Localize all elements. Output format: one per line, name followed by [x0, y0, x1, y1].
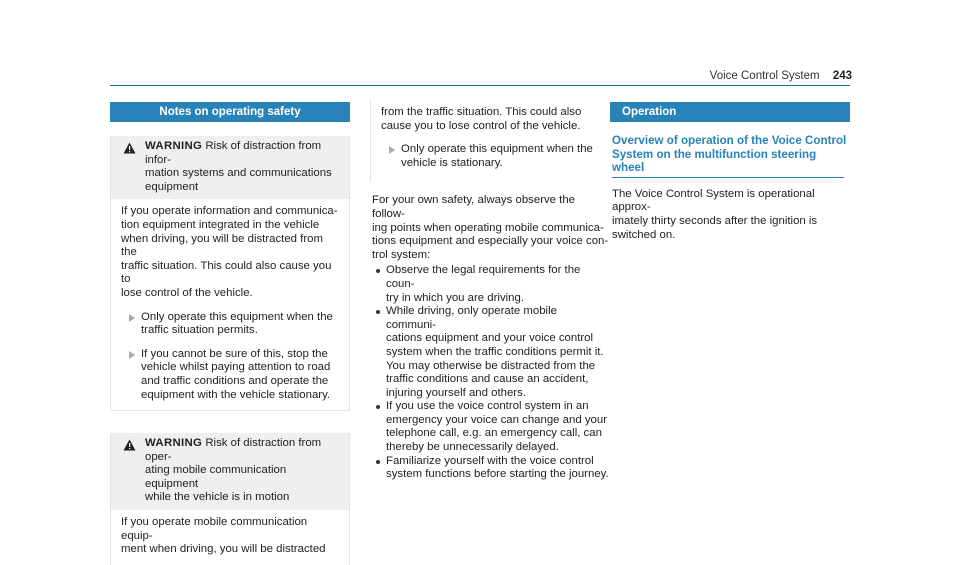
text-line: imately thirty seconds after the ignition is [612, 214, 818, 227]
text-line: If you operate information and communica- [121, 205, 338, 218]
list-item [372, 400, 610, 454]
list-item [372, 455, 610, 482]
section-title-safety: Notes on operating safety [110, 102, 350, 122]
warning-triangle-icon [123, 142, 136, 154]
sub-heading [610, 134, 850, 175]
intro-paragraph [370, 194, 610, 262]
warning-title-line: mation systems and communications [145, 167, 332, 180]
bullet-dot-icon [376, 269, 380, 273]
list-item [372, 264, 610, 305]
text-line: system when the traffic conditions permit it. [386, 345, 604, 358]
text-line: ing points when operating mobile communica- [372, 221, 604, 234]
text-line: tion equipment integrated in the vehicle [121, 218, 320, 231]
text-line: try in which you are driving. [386, 291, 525, 304]
warning-title-line: while the vehicle is in motion [145, 491, 290, 504]
warning-title-line: Risk of distraction from infor- [145, 140, 322, 166]
text-line: While driving, only operate mobile communi- [386, 305, 557, 331]
text-line: cations equipment and your voice control [386, 332, 594, 345]
warning-title-line: ating mobile communication equipment [145, 464, 287, 490]
warning-header [111, 136, 349, 199]
step-item [381, 143, 600, 170]
bullet-dot-icon [376, 310, 380, 314]
text-line: system functions before starting the journey. [386, 468, 609, 481]
step-arrow-icon [389, 146, 395, 154]
text-line: You may otherwise be distracted from the [386, 359, 596, 372]
column-3 [610, 102, 850, 242]
text-line: If you use the voice control system in an [386, 400, 589, 413]
text-line: traffic situation permits. [141, 324, 258, 337]
text-line: For your own safety, always observe the follow- [372, 194, 576, 220]
text-line: equipment with the vehicle stationary. [141, 388, 331, 401]
sub-heading-line: System on the multifunction steering wheel [612, 147, 817, 175]
step-item [121, 311, 339, 338]
text-line: traffic situation. This could also cause you to [121, 259, 332, 286]
bullet-dot-icon [376, 405, 380, 409]
step-arrow-icon [129, 314, 135, 322]
text-line: Only operate this equipment when the [141, 310, 333, 323]
text-line: injuring yourself and others. [386, 386, 526, 399]
header-rule [110, 85, 850, 86]
warning-triangle-icon [123, 439, 136, 451]
text-line: emergency your voice can change and your [386, 413, 607, 426]
page-number: 243 [832, 70, 852, 82]
warning-continued [370, 100, 610, 182]
text-line: lose control of the vehicle. [121, 286, 253, 299]
safety-bullet-list [370, 264, 610, 482]
bullet-dot-icon [376, 460, 380, 464]
header-section-title: Voice Control System [709, 70, 820, 82]
warning-label: WARNING [145, 140, 203, 152]
warning-body [111, 510, 349, 565]
text-line: switched on. [612, 228, 676, 241]
text-line: Only operate this equipment when the [401, 143, 593, 156]
text-line: Observe the legal requirements for the coun- [386, 264, 581, 290]
text-line: vehicle is stationary. [401, 156, 503, 169]
warning-text [121, 205, 339, 300]
text-line: The Voice Control System is operational approx- [612, 187, 815, 214]
text-line: Familiarize yourself with the voice control [386, 454, 594, 467]
step-arrow-icon [129, 351, 135, 359]
text-line: from the traffic situation. This could also [381, 106, 582, 118]
warning-header [111, 433, 349, 510]
page-header [710, 70, 852, 84]
warning-title-line: equipment [145, 180, 199, 193]
warning-label: WARNING [145, 437, 203, 450]
warning-body [111, 199, 349, 410]
text-line: tions equipment and especially your voice con- [372, 235, 609, 248]
sub-heading-rule [612, 177, 844, 178]
warning-box-2 [110, 433, 350, 565]
text-line: traffic conditions and cause an accident, [386, 373, 589, 386]
text-line: thereby be unnecessarily delayed. [386, 441, 559, 454]
text-line: If you operate mobile communication equip- [121, 516, 308, 542]
text-line: when driving, you will be distracted from the [121, 232, 323, 259]
list-item [372, 305, 610, 400]
text-line: cause you to lose control of the vehicle. [381, 119, 581, 132]
text-line: trol system: [372, 248, 431, 261]
warning-title [145, 140, 339, 194]
text-line: telephone call, e.g. an emergency call, can [386, 427, 602, 440]
warning-box-1 [110, 136, 350, 411]
warning-title-line: Risk of distraction from oper- [145, 437, 322, 463]
text-line: ment when driving, you will be distracted [121, 543, 326, 556]
column-2 [370, 102, 610, 482]
text-line: If you cannot be sure of this, stop the [141, 347, 328, 360]
column-1 [110, 102, 350, 565]
text-line: vehicle whilst paying attention to road [141, 361, 331, 374]
warning-title [145, 437, 339, 505]
operation-paragraph [610, 188, 850, 242]
section-title-operation: Operation [610, 102, 850, 122]
step-item [121, 348, 339, 402]
text-line: and traffic conditions and operate the [141, 374, 329, 387]
sub-heading-line: Overview of operation of the Voice Control [612, 134, 847, 147]
